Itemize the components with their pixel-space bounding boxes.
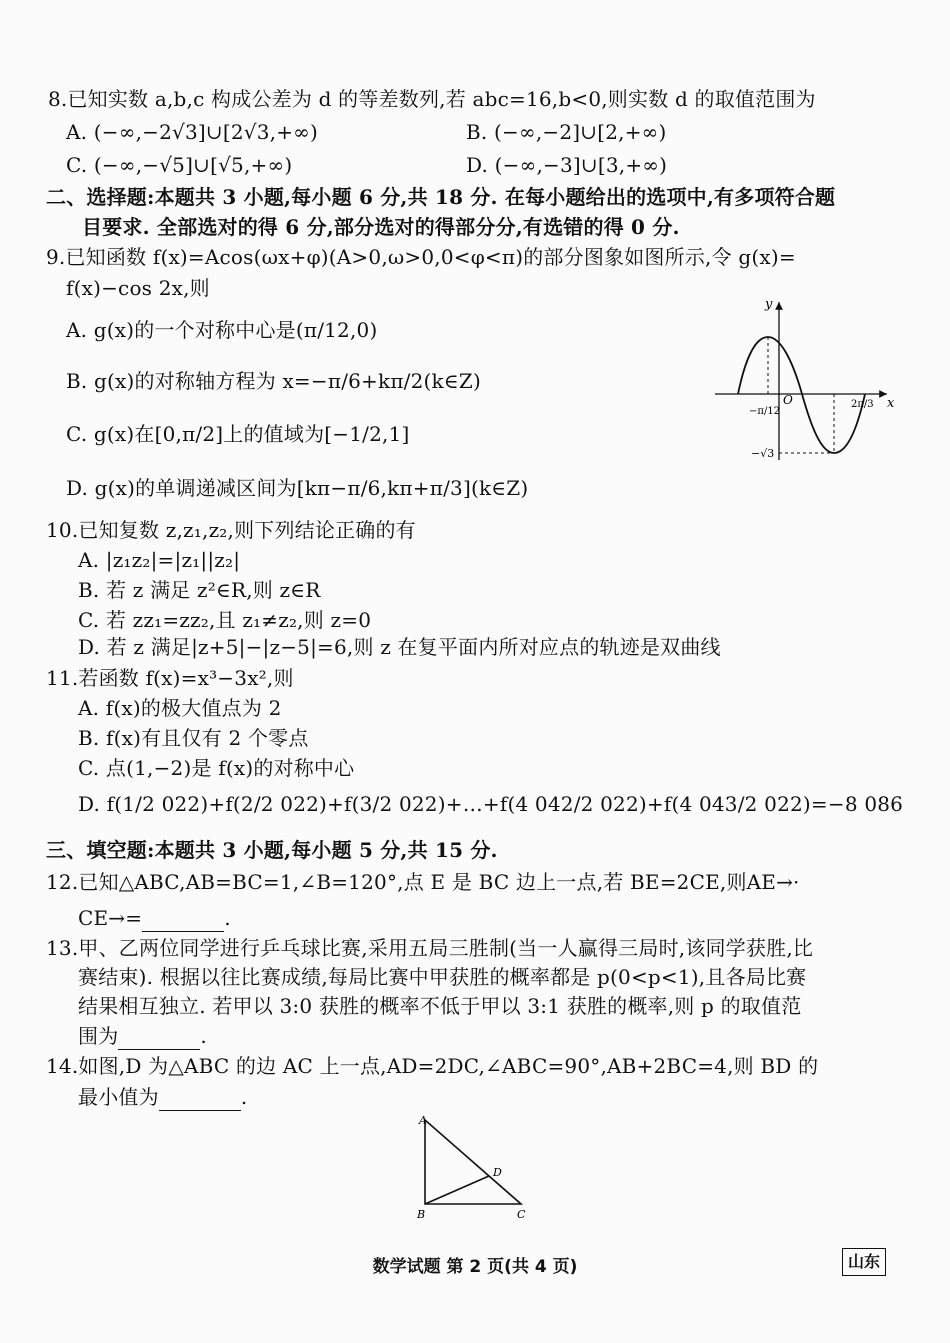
q11-option-b: B. f(x)有且仅有 2 个零点	[78, 726, 309, 750]
q14-stem-line2-text: 最小值为	[78, 1085, 159, 1109]
q9-option-a: A. g(x)的一个对称中心是(π/12,0)	[66, 318, 378, 342]
q13-stem-line1: 13.甲、乙两位同学进行乒乓球比赛,采用五局三胜制(当一人赢得三局时,该同学获胜,比	[46, 936, 814, 960]
q9-option-c: C. g(x)在[0,π/2]上的值域为[−1/2,1]	[66, 422, 410, 446]
q13-stem-line4	[78, 1022, 207, 1050]
graph-x-label: x	[887, 396, 895, 411]
cosine-graph-figure	[705, 290, 905, 470]
q12-answer-blank[interactable]	[142, 911, 224, 932]
q14-stem-line1: 14.如图,D 为△ABC 的边 AC 上一点,AD=2DC,∠ABC=90°,AB+2BC=4,则 BD 的	[46, 1054, 819, 1078]
q10-option-b: B. 若 z 满足 z²∈R,则 z∈R	[78, 578, 321, 602]
q13-stem-line4-text: 围为	[78, 1024, 119, 1048]
region-badge: 山东	[842, 1248, 886, 1276]
q14-period: .	[240, 1085, 248, 1109]
q10-option-a: A. |z₁z₂|=|z₁||z₂|	[78, 548, 241, 572]
vertex-a-label: A	[419, 1114, 427, 1127]
q8-stem: 8.已知实数 a,b,c 构成公差为 d 的等差数列,若 abc=16,b<0,则实数 d 的取值范围为	[48, 87, 816, 111]
q10-option-d: D. 若 z 满足|z+5|−|z−5|=6,则 z 在复平面内所对应点的轨迹是双曲线	[78, 635, 721, 659]
q11-option-a: A. f(x)的极大值点为 2	[78, 696, 282, 720]
q10-stem: 10.已知复数 z,z₁,z₂,则下列结论正确的有	[46, 518, 416, 542]
q9-stem-line1: 9.已知函数 f(x)=Acos(ωx+φ)(A>0,ω>0,0<φ<π)的部分图象如图所示,令 g(x)=	[46, 245, 796, 269]
q9-stem-line2: f(x)−cos 2x,则	[66, 276, 210, 300]
q12-stem-line2	[78, 904, 231, 932]
q14-stem-line2	[78, 1083, 247, 1111]
q14-answer-blank[interactable]	[159, 1090, 241, 1111]
graph-y-label: y	[765, 297, 773, 312]
q8-option-c: C. (−∞,−√5]∪[√5,+∞)	[66, 153, 293, 177]
q8-option-a: A. (−∞,−2√3]∪[2√3,+∞)	[66, 120, 319, 144]
graph-tick-min-label: −√3	[751, 447, 775, 460]
segment-bd	[425, 1176, 489, 1204]
triangle-abc	[425, 1120, 521, 1204]
q12-stem-line2-text: CE→=	[78, 906, 143, 930]
graph-tick-left-label: −π/12	[749, 406, 781, 417]
q10-option-c: C. 若 zz₁=zz₂,且 z₁≠z₂,则 z=0	[78, 608, 372, 632]
q13-stem-line2: 赛结束). 根据以往比赛成绩,每局比赛中甲获胜的概率都是 p(0<p<1),且各局比赛	[78, 965, 807, 989]
graph-curve	[738, 337, 865, 453]
q8-option-d: D. (−∞,−3]∪[3,+∞)	[466, 153, 668, 177]
q12-stem-line1: 12.已知△ABC,AB=BC=1,∠B=120°,点 E 是 BC 边上一点,若 BE=2CE,则AE→·	[46, 870, 800, 894]
point-d-label: D	[493, 1166, 502, 1179]
graph-tick-right-label: 2π/3	[851, 399, 874, 410]
q12-period: .	[224, 906, 231, 930]
section3-header: 三、填空题:本题共 3 小题,每小题 5 分,共 15 分.	[46, 838, 498, 862]
vertex-b-label: B	[417, 1208, 426, 1221]
section2-header-line2: 目要求. 全部选对的得 6 分,部分选对的得部分分,有选错的得 0 分.	[82, 215, 680, 239]
triangle-figure	[405, 1112, 545, 1224]
q11-option-d: D. f(1/2 022)+f(2/2 022)+f(3/2 022)+…+f(4 042/2 022)+f(4 043/2 022)=−8 086	[78, 792, 904, 816]
q9-option-d: D. g(x)的单调递减区间为[kπ−π/6,kπ+π/3](k∈Z)	[66, 476, 529, 500]
section2-header-line1: 二、选择题:本题共 3 小题,每小题 6 分,共 18 分. 在每小题给出的选项中,有多项符合题	[46, 185, 836, 209]
page-footer: 数学试题 第 2 页(共 4 页)	[372, 1257, 578, 1277]
q8-option-b: B. (−∞,−2]∪[2,+∞)	[466, 120, 667, 144]
q9-option-b: B. g(x)的对称轴方程为 x=−π/6+kπ/2(k∈Z)	[66, 369, 481, 393]
graph-origin-label: O	[783, 393, 793, 407]
q11-option-c: C. 点(1,−2)是 f(x)的对称中心	[78, 756, 355, 780]
q13-stem-line3: 结果相互独立. 若甲以 3:0 获胜的概率不低于甲以 3:1 获胜的概率,则 p 的取值范	[78, 994, 802, 1018]
q11-stem: 11.若函数 f(x)=x³−3x²,则	[46, 666, 294, 690]
q13-answer-blank[interactable]	[118, 1029, 200, 1050]
q13-period: .	[200, 1024, 207, 1048]
vertex-c-label: C	[517, 1208, 526, 1221]
